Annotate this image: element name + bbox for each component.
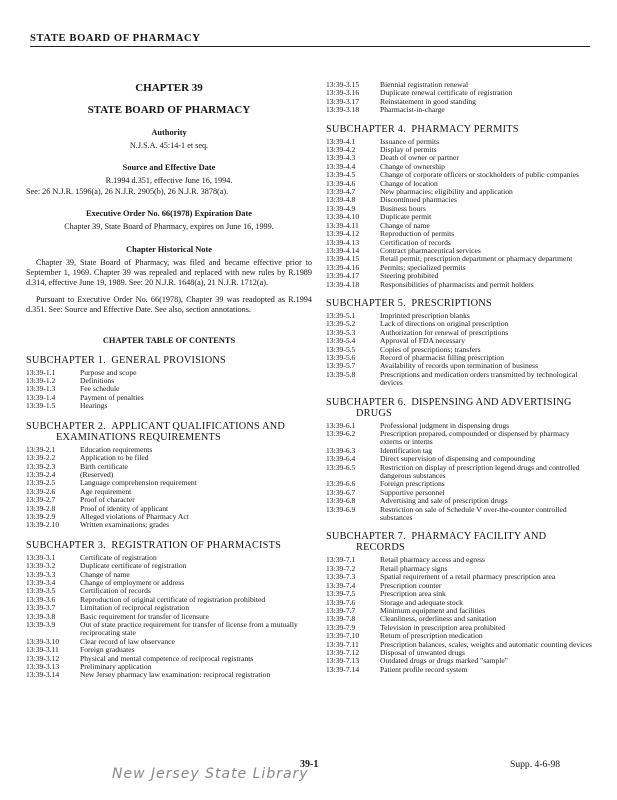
section-number: 13:39-7.4 xyxy=(326,580,356,590)
section-number: 13:39-3.8 xyxy=(26,611,56,621)
subchapter-heading xyxy=(326,397,592,419)
section-title: Identification tag xyxy=(380,445,433,455)
section-title: Foreign prescriptions xyxy=(380,479,445,489)
toc-entry xyxy=(326,556,592,564)
section-title: Responsibilities of pharmacists and permit holders xyxy=(380,279,534,289)
section-title: Issuance of permits xyxy=(380,136,440,146)
section-number: 13:39-2.9 xyxy=(26,511,56,521)
subchapter-label: SUBCHAPTER 2. xyxy=(26,420,106,432)
section-title: Lack of directions on original prescription xyxy=(380,319,509,329)
section-number: 13:39-4.9 xyxy=(326,203,356,213)
section-title: Pharmacist-in-charge xyxy=(380,105,445,115)
section-number: 13:39-3.15 xyxy=(326,80,360,89)
section-number: 13:39-3.7 xyxy=(26,603,56,613)
section-number: 13:39-6.3 xyxy=(326,445,356,455)
section-number: 13:39-4.8 xyxy=(326,195,356,205)
section-number: 13:39-3.17 xyxy=(326,96,360,106)
toc-entry xyxy=(326,464,592,481)
section-title: Proof of identity of applicant xyxy=(80,503,169,513)
toc-entry xyxy=(26,579,312,587)
section-title: Return of prescription medication xyxy=(380,631,483,641)
section-title: Alleged violations of Pharmacy Act xyxy=(80,511,189,521)
section-title: Advertising and sale of prescription drugs xyxy=(380,496,508,506)
section-number: 13:39-7.11 xyxy=(326,639,359,649)
section-title: Reproduction of permits xyxy=(380,229,455,239)
section-number: 13:39-4.3 xyxy=(326,153,356,163)
left-column xyxy=(26,74,312,680)
section-number: 13:39-6.8 xyxy=(326,496,356,506)
subchapter-title: PRESCRIPTIONS xyxy=(411,297,492,309)
toc-entry xyxy=(26,513,312,521)
section-title: Death of owner or partner xyxy=(380,153,459,163)
section-title: Restriction on display of prescription legend drugs and controlled dangerous substances xyxy=(380,462,580,481)
toc-entry xyxy=(326,506,592,523)
section-number: 13:39-3.1 xyxy=(26,552,56,562)
supplement-date: Supp. 4-6-98 xyxy=(510,759,561,770)
section-number: 13:39-4.11 xyxy=(326,220,359,230)
section-title: Imprinted prescription blanks xyxy=(380,310,470,320)
toc-entry xyxy=(26,463,312,471)
toc-entry xyxy=(26,638,312,646)
section-number: 13:39-4.6 xyxy=(326,178,356,188)
section-title: Preliminary application xyxy=(80,662,152,672)
section-number: 13:39-3.18 xyxy=(326,105,360,115)
toc-entry xyxy=(326,582,592,590)
section-number: 13:39-3.11 xyxy=(26,645,59,655)
subchapter-label: SUBCHAPTER 4. xyxy=(326,123,406,135)
section-title: Display of permits xyxy=(380,145,437,155)
subchapter-title: APPLICANT QUALIFICATIONS AND xyxy=(111,420,286,432)
section-title: Availability of records upon termination of business xyxy=(380,361,539,371)
section-title: Reproduction of original certificate of registration prohibited xyxy=(80,594,266,604)
section-title: Physical and mental competence of reciprocal registrants xyxy=(80,653,254,663)
section-number: 13:39-4.7 xyxy=(326,187,356,197)
toc-entry xyxy=(326,146,592,154)
section-title: Basic requirement for transfer of licensure xyxy=(80,611,209,621)
section-number: 13:39-6.9 xyxy=(326,504,356,514)
section-title: Change of name xyxy=(380,220,430,230)
section-title: Direct supervision of dispensing and compounding xyxy=(380,454,536,464)
section-title: Duplicate renewal certificate of registration xyxy=(380,88,513,98)
toc-entry xyxy=(326,196,592,204)
toc-entry xyxy=(326,573,592,581)
section-number: 13:39-7.14 xyxy=(326,664,360,674)
authority-text: N.J.S.A. 45:14-1 et seq. xyxy=(129,141,209,150)
section-title: Clear record of law observance xyxy=(80,636,175,646)
section-title: Restriction on sale of Schedule V over-the-counter controlled substances xyxy=(380,504,567,523)
toc-entry xyxy=(26,377,312,385)
left-subchapters xyxy=(26,355,312,680)
toc-entry xyxy=(326,264,592,272)
toc-entry xyxy=(326,281,592,289)
historical-note-p1: Chapter 39, State Board of Pharmacy, was filed and became effective prior to September 1, 1969. Chapter 39 was repealed and replaced with new rules by R.1989 d.314, effective June 19, 1989. See: 20 N.J.R. 1648(a), 21 N.J.R. 1712(a). xyxy=(26,257,312,288)
section-number: 13:39-6.4 xyxy=(326,454,356,464)
section-title: Storage and adequate stock xyxy=(380,597,463,607)
section-number: 13:39-2.8 xyxy=(26,503,56,513)
section-number: 13:39-7.6 xyxy=(326,597,356,607)
library-stamp: New Jersey State Library xyxy=(112,766,309,782)
section-number: 13:39-5.7 xyxy=(326,361,356,371)
section-number: 13:39-6.2 xyxy=(326,429,356,438)
section-number: 13:39-3.3 xyxy=(26,569,56,579)
section-number: 13:39-4.4 xyxy=(326,161,356,171)
section-number: 13:39-4.1 xyxy=(326,136,356,146)
section-number: 13:39-3.10 xyxy=(26,636,60,646)
toc-title: CHAPTER TABLE OF CONTENTS xyxy=(102,335,236,345)
toc-entry xyxy=(326,205,592,213)
section-number: 13:39-7.1 xyxy=(326,555,356,565)
section-number: 13:39-7.12 xyxy=(326,647,360,657)
section-title: Age requirement xyxy=(80,486,132,496)
section-number: 13:39-4.14 xyxy=(326,245,360,255)
header-rule xyxy=(30,46,590,47)
section-title: Application to be filed xyxy=(80,453,149,463)
section-title: Out of state practice requirement for transfer of license from a mutually reciprocating state xyxy=(80,620,298,638)
section-number: 13:39-2.5 xyxy=(26,478,56,488)
toc-entry xyxy=(26,446,312,454)
section-number: 13:39-6.1 xyxy=(326,420,356,430)
section-number: 13:39-5.6 xyxy=(326,352,356,362)
section-title: Change of corporate officers or stockholders of public companies xyxy=(380,170,579,180)
section-title: Certification of records xyxy=(80,586,151,596)
section-number: 13:39-6.7 xyxy=(326,487,356,497)
section-number: 13:39-2.4 xyxy=(26,469,56,479)
section-title: Retail pharmacy signs xyxy=(380,563,448,573)
section-title: Outdated drugs or drugs marked "sample" xyxy=(380,656,508,666)
section-number: 13:39-6.5 xyxy=(326,462,356,472)
subchapter-heading xyxy=(326,298,592,309)
section-number: 13:39-5.8 xyxy=(326,369,356,379)
source-line-2: See: 26 N.J.R. 1596(a), 26 N.J.R. 2905(b), 26 N.J.R. 3878(a). xyxy=(26,186,229,196)
historical-note-p2: Pursuant to Executive Order No. 66(1978), Chapter 39 was readopted as R.1994 d.351. See: Source and Effective Date. See also, section annotations. xyxy=(26,294,312,315)
right-column xyxy=(326,81,592,674)
section-number: 13:39-7.10 xyxy=(326,631,360,641)
toc-entry xyxy=(326,430,592,447)
source-heading: Source and Effective Date xyxy=(122,163,216,173)
section-number: 13:39-1.4 xyxy=(26,392,56,402)
section-title: Change of employment or address xyxy=(80,577,185,587)
section-title: Foreign graduates xyxy=(80,645,135,655)
section-number: 13:39-3.9 xyxy=(26,620,56,629)
toc-entry xyxy=(26,488,312,496)
section-title: Authorization for renewal of prescriptions xyxy=(380,327,509,337)
section-number: 13:39-4.10 xyxy=(326,212,360,222)
section-title: Disposal of unwanted drugs xyxy=(380,647,465,657)
historical-note-heading: Chapter Historical Note xyxy=(126,244,212,254)
section-title: Prescription prepared, compounded or dispensed by pharmacy externs or interns xyxy=(380,429,570,447)
toc-entry xyxy=(326,230,592,238)
section-number: 13:39-4.18 xyxy=(326,279,360,289)
section-number: 13:39-5.3 xyxy=(326,327,356,337)
subchapter-label: SUBCHAPTER 3. xyxy=(26,539,106,551)
toc-entry xyxy=(326,480,592,488)
section-number: 13:39-7.13 xyxy=(326,656,360,666)
toc-entry xyxy=(326,154,592,162)
section-title: Prescription balances, scales, weights and automatic counting devices xyxy=(380,639,592,649)
section-number: 13:39-1.2 xyxy=(26,376,56,386)
section-number: 13:39-4.12 xyxy=(326,229,360,239)
section-number: 13:39-2.1 xyxy=(26,444,56,454)
section-title: Patient profile record system xyxy=(380,664,468,674)
section-title: Copies of prescriptions; transfers xyxy=(380,344,481,354)
toc-entry xyxy=(326,188,592,196)
section-number: 13:39-2.10 xyxy=(26,520,60,530)
toc-entry xyxy=(26,521,312,529)
section-title: New pharmacies; eligibility and application xyxy=(380,187,513,197)
section-title: Prescriptions and medication orders transmitted by technological devices xyxy=(380,369,578,388)
right-top-entries xyxy=(326,81,592,115)
chapter-title: STATE BOARD OF PHARMACY xyxy=(87,104,251,116)
section-title: Biennial registration renewal xyxy=(380,80,469,89)
section-number: 13:39-3.16 xyxy=(326,88,360,98)
section-title: Television in prescription area prohibited xyxy=(380,622,506,632)
section-number: 13:39-3.14 xyxy=(26,670,60,680)
subchapter-title-continued: DRUGS xyxy=(356,407,392,419)
subchapter-title: GENERAL PROVISIONS xyxy=(111,354,226,366)
section-title: Duplicate certificate of registration xyxy=(80,561,187,571)
section-title: Prescription area sink xyxy=(380,589,446,599)
section-number: 13:39-5.5 xyxy=(326,344,356,354)
section-title: Certificate of registration xyxy=(80,552,157,562)
subchapter-heading xyxy=(26,421,312,443)
section-number: 13:39-2.7 xyxy=(26,495,56,505)
section-number: 13:39-3.6 xyxy=(26,594,56,604)
section-number: 13:39-1.3 xyxy=(26,384,56,394)
subchapter-title: REGISTRATION OF PHARMACISTS xyxy=(111,539,282,551)
section-title: Change of name xyxy=(80,569,130,579)
subchapter-heading xyxy=(326,531,592,553)
section-number: 13:39-4.5 xyxy=(326,170,356,180)
section-title: Education requirements xyxy=(80,444,153,454)
section-title: Change of ownership xyxy=(380,161,445,171)
section-title: Approval of FDA necessary xyxy=(380,336,465,346)
section-number: 13:39-1.5 xyxy=(26,401,56,411)
section-number: 13:39-4.13 xyxy=(326,237,360,247)
section-title: Retail pharmacy access and egress xyxy=(380,555,485,565)
toc-entry xyxy=(26,562,312,570)
toc-entry xyxy=(326,138,592,146)
section-title: (Reserved) xyxy=(80,469,114,479)
toc-entry xyxy=(326,98,592,106)
section-number: 13:39-4.15 xyxy=(326,254,360,264)
section-title: Minimum equipment and facilities xyxy=(380,605,486,615)
running-head: STATE BOARD OF PHARMACY xyxy=(30,33,201,44)
section-title: Supportive personnel xyxy=(380,487,445,497)
section-number: 13:39-5.2 xyxy=(326,319,356,329)
section-number: 13:39-2.2 xyxy=(26,453,56,463)
toc-entry xyxy=(26,394,312,402)
executive-order-text: Chapter 39, State Board of Pharmacy, expires on June 16, 1999. xyxy=(64,222,274,232)
section-number: 13:39-2.6 xyxy=(26,486,56,496)
page-number: 39-1 xyxy=(300,759,319,770)
section-title: Reinstatement in good standing xyxy=(380,96,476,106)
toc-entry xyxy=(26,621,312,638)
section-title: Proof of character xyxy=(80,495,135,505)
section-title: Duplicate permit xyxy=(380,212,432,222)
section-number: 13:39-7.2 xyxy=(326,563,356,573)
section-title: Professional judgment in dispensing drugs xyxy=(380,420,510,430)
subchapter-title: PHARMACY FACILITY AND xyxy=(411,531,547,543)
section-title: Record of pharmacist filling prescription xyxy=(380,352,504,362)
section-title: Discontinued pharmacies xyxy=(380,195,457,205)
subchapter-title: PHARMACY PERMITS xyxy=(411,123,519,135)
section-number: 13:39-7.9 xyxy=(326,622,356,632)
section-title: Contract pharmaceutical services xyxy=(380,245,481,255)
section-title: Purpose and scope xyxy=(80,367,137,377)
section-title: Written examinations; grades xyxy=(80,520,170,530)
toc-entry xyxy=(326,222,592,230)
subchapter-label: SUBCHAPTER 1. xyxy=(26,354,106,366)
right-subchapters xyxy=(326,124,592,675)
toc-entry xyxy=(326,371,592,388)
executive-order-heading: Executive Order No. 66(1978) Expiration Date xyxy=(86,209,252,219)
subchapter-heading xyxy=(26,540,312,551)
toc-entry xyxy=(26,369,312,377)
section-title: Steering prohibited xyxy=(380,271,439,281)
toc-entry xyxy=(26,479,312,487)
section-number: 13:39-1.1 xyxy=(26,367,56,377)
section-title: Cleanliness, orderliness and sanitation xyxy=(380,614,497,624)
toc-entry xyxy=(326,666,592,674)
section-title: Prescription counter xyxy=(380,580,442,590)
section-number: 13:39-3.4 xyxy=(26,577,56,587)
subchapter-heading xyxy=(326,124,592,135)
toc-entry xyxy=(26,402,312,410)
section-number: 13:39-6.6 xyxy=(326,479,356,489)
section-title: Spatial requirement of a retail pharmacy prescription area xyxy=(380,572,556,582)
subchapter-label: SUBCHAPTER 5. xyxy=(326,297,406,309)
section-number: 13:39-3.5 xyxy=(26,586,56,596)
subchapter-title-continued: EXAMINATIONS REQUIREMENTS xyxy=(56,431,221,443)
subchapter-label: SUBCHAPTER 7. xyxy=(326,531,406,543)
section-title: Certification of records xyxy=(380,237,451,247)
section-title: Definitions xyxy=(80,376,115,386)
toc-entry xyxy=(26,454,312,462)
section-title: Limitation of reciprocal registration xyxy=(80,603,190,613)
section-number: 13:39-3.13 xyxy=(26,662,60,672)
subchapter-title-continued: RECORDS xyxy=(356,542,405,554)
section-number: 13:39-7.8 xyxy=(326,614,356,624)
section-number: 13:39-2.3 xyxy=(26,461,56,471)
chapter-number: CHAPTER 39 xyxy=(135,82,203,94)
toc-entry xyxy=(26,655,312,663)
section-number: 13:39-5.4 xyxy=(326,336,356,346)
toc-entry xyxy=(326,213,592,221)
section-title: Change of location xyxy=(380,178,438,188)
section-number: 13:39-4.17 xyxy=(326,271,360,281)
section-title: Hearings xyxy=(80,401,108,411)
section-number: 13:39-7.3 xyxy=(326,572,356,582)
section-title: Permits; specialized permits xyxy=(380,262,466,272)
section-title: Fee schedule xyxy=(80,384,120,394)
toc-entry xyxy=(326,106,592,114)
section-number: 13:39-7.5 xyxy=(326,589,356,599)
authority-heading: Authority xyxy=(151,128,187,137)
section-title: Language comprehension requirement xyxy=(80,478,197,488)
section-number: 13:39-7.7 xyxy=(326,605,356,615)
section-number: 13:39-3.12 xyxy=(26,653,60,663)
section-title: New Jersey pharmacy law examination: reciprocal registration xyxy=(80,670,271,680)
section-title: Retail permit; prescription department or pharmacy department xyxy=(380,254,573,264)
subchapter-title: DISPENSING AND ADVERTISING xyxy=(411,396,572,408)
section-title: Payment of penalties xyxy=(80,392,144,402)
toc-entry xyxy=(26,496,312,504)
section-title: Birth certificate xyxy=(80,461,128,471)
section-number: 13:39-5.1 xyxy=(326,310,356,320)
toc-entry xyxy=(26,385,312,393)
source-line-1: R.1994 d.351, effective June 16, 1994. xyxy=(105,176,233,186)
section-number: 13:39-3.2 xyxy=(26,561,56,571)
subchapter-heading xyxy=(26,355,312,366)
section-title: Business hours xyxy=(380,203,426,213)
toc-entry xyxy=(326,171,592,179)
section-number: 13:39-4.16 xyxy=(326,262,360,272)
section-number: 13:39-4.2 xyxy=(326,145,356,155)
toc-entry xyxy=(26,671,312,679)
subchapter-label: SUBCHAPTER 6. xyxy=(326,396,406,408)
